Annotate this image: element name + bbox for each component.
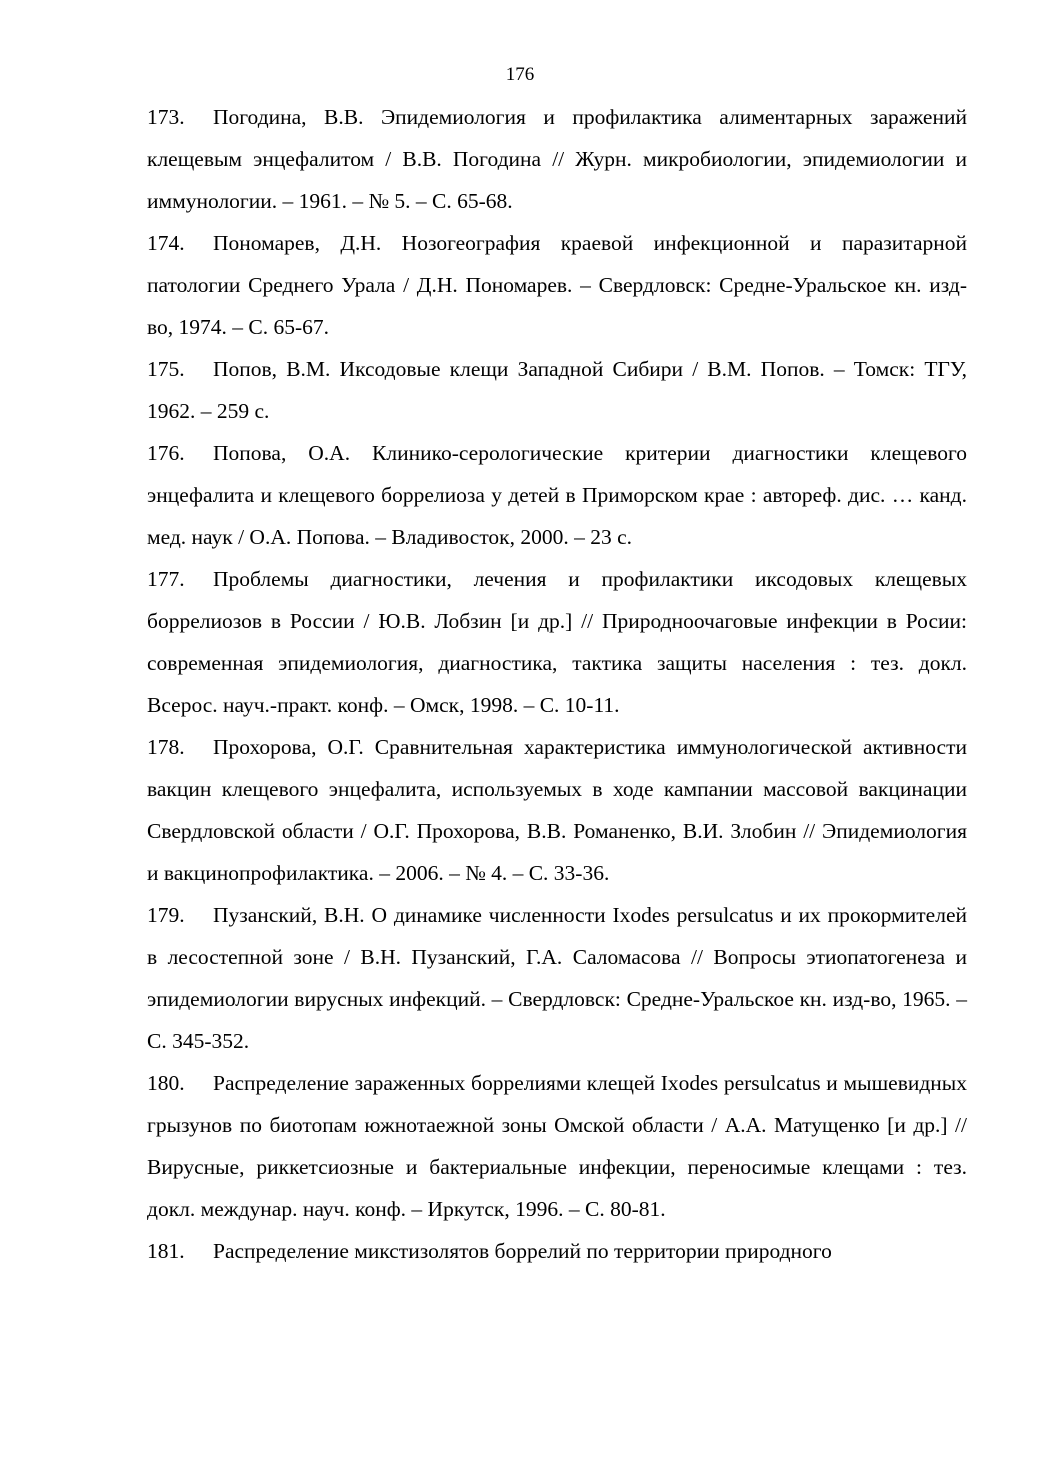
reference-list [147, 96, 967, 1272]
reference-text: Пономарев, Д.Н. Нозогеография краевой инфекционной и паразитарной патологии Среднего Урала / Д.Н. Пономарев. – Свердловск: Средне-Уральское кн. изд-во, 1974. – С. 65-67. [147, 231, 967, 339]
reference-number: 179. [147, 903, 185, 927]
reference-number: 181. [147, 1239, 185, 1263]
reference-text: Попова, О.А. Клинико-серологические критерии диагностики клещевого энцефалита и клещевого боррелиоза у детей в Приморском крае : автореф. дис. … канд. мед. наук / О.А. Попова. – Владивосток, 2000. – 23 с. [147, 441, 967, 549]
reference-item [147, 726, 967, 894]
reference-number: 180. [147, 1071, 185, 1095]
reference-item [147, 432, 967, 558]
reference-text: Погодина, В.В. Эпидемиология и профилактика алиментарных заражений клещевым энцефалитом / В.В. Погодина // Журн. микробиологии, эпидемиологии и иммунологии. – 1961. – № 5. – С. 65-68. [147, 105, 967, 213]
reference-number: 177. [147, 567, 185, 591]
reference-text: Прохорова, О.Г. Сравнительная характеристика иммунологической активности вакцин клещевого энцефалита, используемых в ходе кампании массовой вакцинации Свердловской области / О.Г. Прохорова, В.В. Романенко, В.И. Злобин // Эпидемиология и вакцинопрофилактика. – 2006. – № 4. – С. 33-36. [147, 735, 967, 885]
reference-text: Распределение зараженных боррелиями клещей Ixodes persulcatus и мышевидных грызунов по биотопам южнотаежной зоны Омской области / А.А. Матущенко [и др.] // Вирусные, риккетсиозные и бактериальные инфекции, переносимые клещами : тез. докл. междунар. науч. конф. – Иркутск, 1996. – С. 80-81. [147, 1071, 967, 1221]
reference-item [147, 1062, 967, 1230]
reference-item [147, 96, 967, 222]
reference-text: Распределение микстизолятов боррелий по территории природного [213, 1239, 832, 1263]
reference-item [147, 894, 967, 1062]
reference-number: 173. [147, 105, 185, 129]
reference-item [147, 222, 967, 348]
reference-item [147, 1230, 967, 1272]
reference-item [147, 558, 967, 726]
reference-text: Проблемы диагностики, лечения и профилактики иксодовых клещевых боррелиозов в России / Ю.В. Лобзин [и др.] // Природноочаговые инфекции в Росии: современная эпидемиология, диагностика, тактика защиты населения : тез. докл. Всерос. науч.-практ. конф. – Омск, 1998. – С. 10-11. [147, 567, 967, 717]
reference-number: 178. [147, 735, 185, 759]
reference-number: 174. [147, 231, 185, 255]
reference-number: 176. [147, 441, 185, 465]
reference-text: Попов, В.М. Иксодовые клещи Западной Сибири / В.М. Попов. – Томск: ТГУ, 1962. – 259 с. [147, 357, 967, 423]
reference-number: 175. [147, 357, 185, 381]
page-number: 176 [505, 64, 535, 85]
reference-item [147, 348, 967, 432]
reference-text: Пузанский, В.Н. О динамике численности Ixodes persulcatus и их прокормителей в лесостепной зоне / В.Н. Пузанский, Г.А. Саломасова // Вопросы этиопатогенеза и эпидемиологии вирусных инфекций. – Свердловск: Средне-Уральское кн. изд-во, 1965. – С. 345-352. [147, 903, 967, 1053]
